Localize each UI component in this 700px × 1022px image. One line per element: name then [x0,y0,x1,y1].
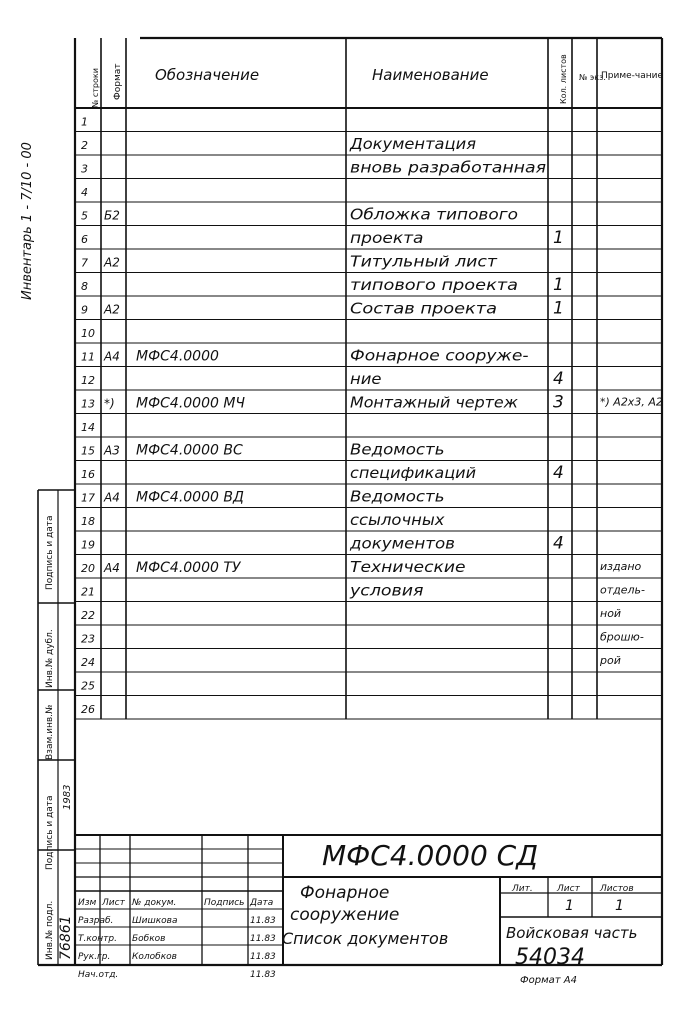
row-name: условия [348,581,424,600]
margin-date: 1983 [62,784,73,810]
header-designation: Обозначение [155,66,260,84]
row-format: *) [104,396,115,411]
row-designation: МФС4.0000 ВД [136,489,244,506]
row-designation: МФС4.0000 ВС [136,442,243,459]
row-note: *) А2х3, А2 [600,395,663,409]
row-number: 3 [81,162,88,176]
row-format: А4 [104,561,120,575]
org-name: Войсковая часть [506,924,638,942]
row-number: 14 [81,421,95,434]
row-number: 16 [81,468,95,481]
header-name: Наименование [372,66,489,84]
row-number: 25 [81,679,95,693]
row-name: ссылочных [350,511,445,529]
row-number: 20 [81,562,95,575]
row-sheets: 1 [553,275,564,295]
sheet-value: 1 [565,898,574,914]
row-note: отдель- [600,583,645,597]
row-name: типового проекта [350,276,518,294]
row-name: Монтажный чертеж [350,393,519,412]
row-format: А4 [104,349,120,364]
row-number: 15 [81,444,95,458]
row-number: 5 [81,209,88,223]
row-number: 18 [81,515,95,528]
tb-role: Нач.отд. [78,970,119,980]
margin-sign-date-1: Подпись и дата [45,515,55,590]
row-sheets: 4 [553,463,564,483]
row-format: А2 [104,302,120,317]
row-format: А4 [104,490,120,505]
row-name: Титульный лист [350,252,499,271]
tb-col-header: Подпись [204,898,245,908]
tb-col-header: Дата [250,898,274,908]
row-name: Документация [348,135,476,153]
margin-podl: Инв.№ подл. [45,900,55,960]
row-sheets: 1 [553,298,564,319]
tb-date: 11.83 [250,934,276,944]
format-note: Формат А4 [520,975,577,986]
row-name: вновь разработанная [350,158,546,177]
tb-col-header: Лист [102,898,125,908]
row-sheets: 4 [553,369,564,389]
tb-role: Т.контр. [78,934,118,944]
row-number: 8 [81,280,88,293]
title-designation: МФС4.0000 СД [322,839,539,872]
row-format: А2 [104,255,120,270]
row-sheets: 1 [553,228,564,248]
stage-label: Лит. [512,884,533,894]
row-name: ние [350,370,382,388]
row-designation: МФС4.0000 [136,348,219,365]
row-number: 21 [81,585,95,599]
row-name: Ведомость [350,487,445,506]
header-format: Формат [113,63,123,100]
margin-replace: Взам.инв.№ [45,704,55,760]
row-number: 4 [81,186,88,199]
header-copy: № экз. [579,73,606,82]
tb-col-header: Изм [78,898,97,908]
side-inventory-text: Инвентарь 1 - 7/10 - 00 [20,142,35,300]
title-line-3: Список документов [282,929,449,948]
tb-person: Бобков [132,934,166,944]
row-number: 9 [81,303,88,317]
row-number: 19 [81,538,95,552]
tb-person: Шишкова [132,916,178,926]
row-name: Ведомость [350,440,445,459]
row-number: 7 [81,256,88,270]
row-note: рой [600,654,621,667]
row-number: 26 [81,703,95,716]
row-name: проекта [350,229,424,247]
row-sheets: 3 [553,392,564,413]
row-number: 11 [81,350,95,364]
tb-col-header: № докум. [132,898,177,908]
row-number: 1 [81,115,88,129]
row-name: Технические [350,558,466,576]
header-num: № строки [91,68,100,108]
row-number: 10 [81,327,95,340]
row-number: 17 [81,491,95,505]
row-number: 24 [81,656,95,669]
row-number: 23 [81,632,95,646]
title-line-2: сооружение [290,905,400,925]
tb-role: Рук.гр. [78,952,111,962]
tb-date: 11.83 [250,916,276,926]
tb-date: 11.83 [250,952,276,962]
row-note: издано [600,560,642,573]
header-sheets: Кол. листов [559,54,568,104]
row-name: Фонарное сооруже- [350,346,529,365]
tb-date: 11.83 [250,970,276,980]
row-name: Состав проекта [350,299,497,318]
row-note: ной [600,607,622,620]
org-number: 54034 [515,945,585,970]
row-number: 13 [81,397,95,411]
row-format: Б2 [104,208,120,223]
row-name: документов [348,534,456,553]
row-number: 6 [81,233,88,246]
sheets-value: 1 [615,898,624,914]
header-note: Приме-чание [601,71,664,81]
title-line-1: Фонарное [300,883,390,903]
row-note: брошю- [600,630,644,644]
row-designation: МФС4.0000 ТУ [136,560,241,576]
row-number: 2 [81,139,88,152]
margin-dup: Инв.№ дубл. [45,629,55,688]
row-designation: МФС4.0000 МЧ [136,395,246,412]
row-name: Обложка типового [350,205,518,224]
row-number: 22 [81,609,95,622]
tb-role: Разраб. [78,916,114,926]
row-number: 12 [81,374,95,387]
tb-person: Колобков [132,952,177,962]
row-format: А3 [104,443,120,458]
row-name: спецификаций [350,464,477,482]
margin-podl-number: 76861 [58,915,74,960]
margin-sign-date-2: Подпись и дата [45,795,55,870]
row-sheets: 4 [553,533,564,554]
sheets-label: Листов [600,884,634,894]
sheet-label: Лист [557,884,580,894]
